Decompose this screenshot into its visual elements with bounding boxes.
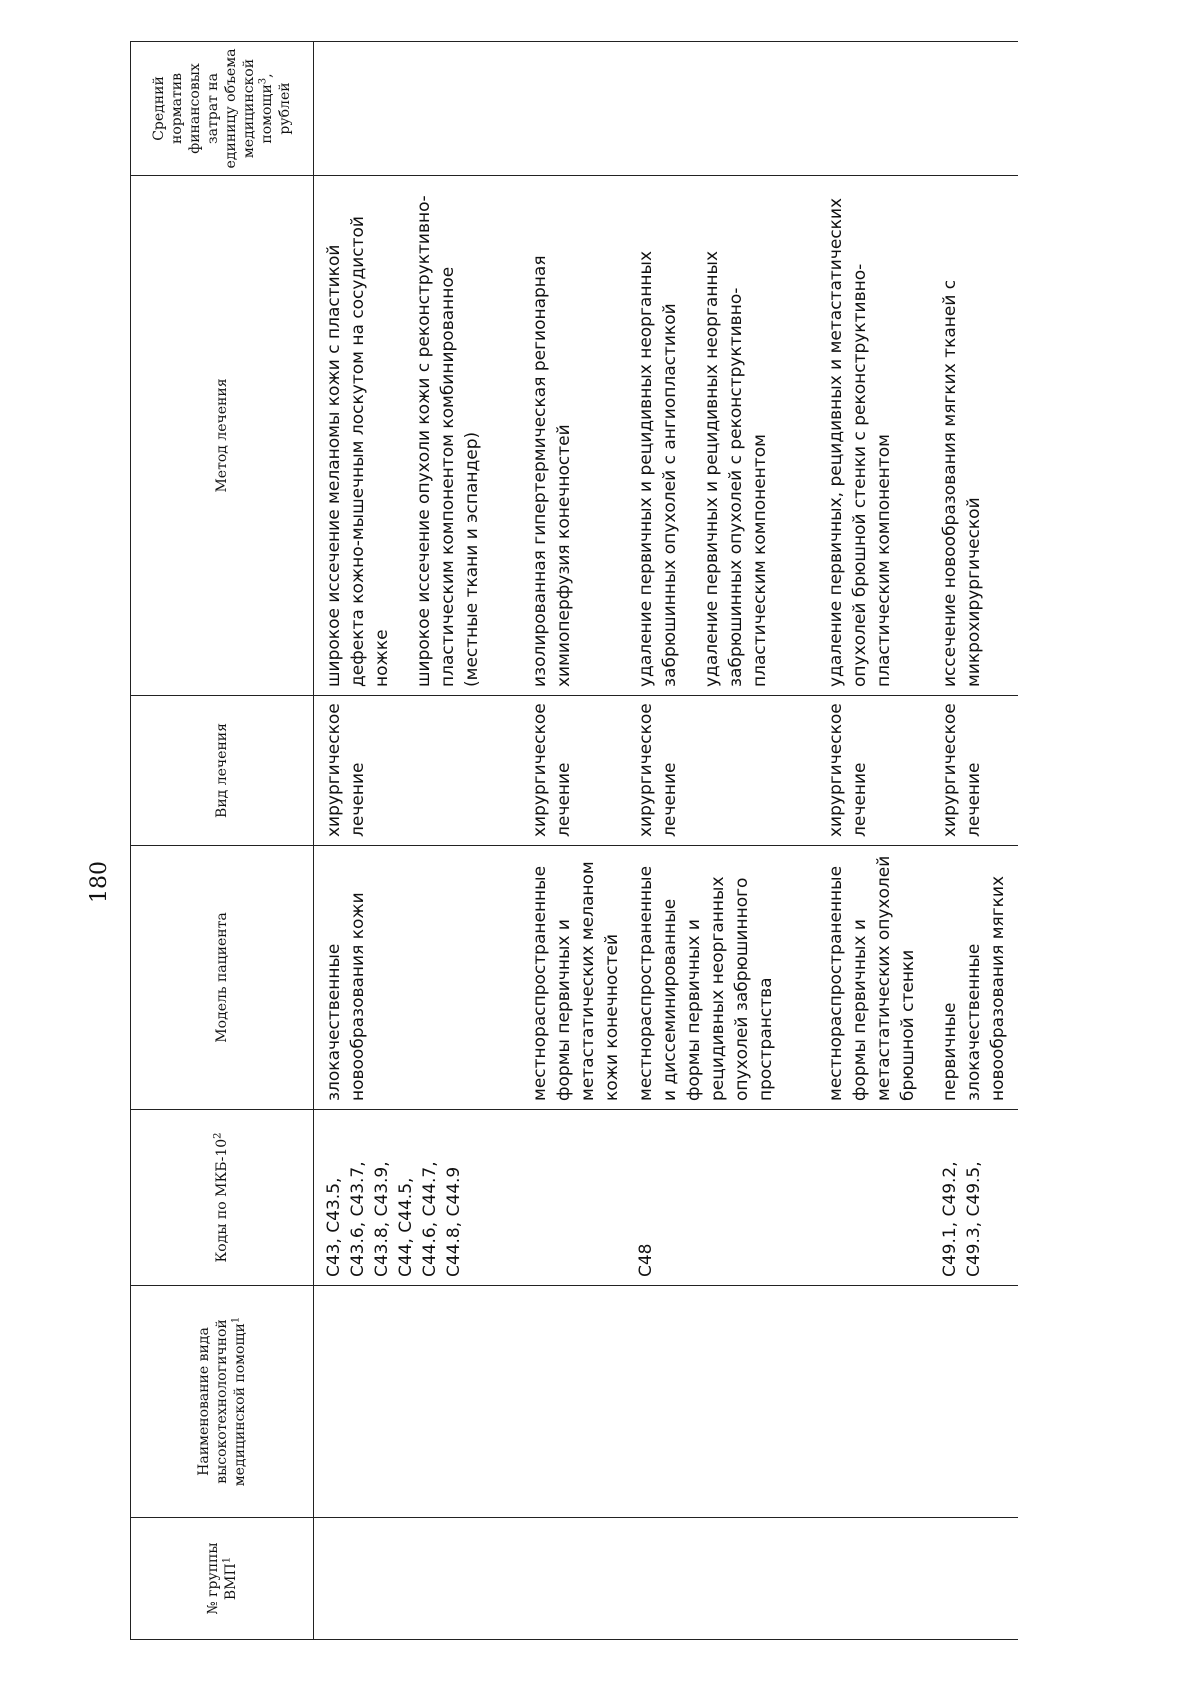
cell-group-number bbox=[632, 1518, 822, 1640]
cell-average-cost bbox=[632, 42, 822, 176]
cell-average-cost bbox=[314, 42, 527, 176]
cell-patient-model: злокачественные новообразования кожи bbox=[314, 846, 527, 1110]
cell-average-cost bbox=[526, 42, 632, 176]
cell-treatment-method bbox=[526, 176, 632, 696]
header-icd-codes: Коды по МКБ-$10^2$ bbox=[131, 1110, 314, 1286]
cell-care-type-name bbox=[822, 1286, 936, 1518]
cell-treatment-type: хирургическое лечение bbox=[822, 696, 936, 846]
cell-treatment-type: хирургическое лечение bbox=[936, 696, 1018, 846]
table-row bbox=[526, 42, 632, 1640]
cell-icd-codes bbox=[822, 1110, 936, 1286]
method-item: удаление первичных и рецидивных неорганных забрюшинных опухолей с реконструктивно-пластическим компонентом bbox=[702, 250, 770, 687]
method-item: широкое иссечение опухоли кожи с реконструктивно-пластическим компонентом комбинированное (местные ткани и эспандер) bbox=[414, 195, 482, 687]
cell-patient-model: местнораспространенные формы первичных и метастатических опухолей брюшной стенки bbox=[822, 846, 936, 1110]
cell-treatment-type: хирургическое лечение bbox=[314, 696, 527, 846]
rotated-table-container bbox=[130, 40, 1200, 1640]
cell-icd-codes: C43, C43.5, C43.6, C43.7, C43.8, C43.9, C44, C44.5, C44.6, C44.7, C44.8, C44.9 bbox=[314, 1110, 527, 1286]
cell-treatment-method bbox=[936, 176, 1018, 696]
method-item: удаление первичных, рецидивных и метастатических опухолей брюшной стенки с реконструктивно-пластическим компонентом bbox=[826, 197, 894, 687]
header-treatment-method: Метод лечения bbox=[131, 176, 314, 696]
method-item: иссечение новообразования мягких тканей с микрохирургической bbox=[940, 279, 984, 687]
cell-treatment-method bbox=[314, 176, 527, 696]
header-average-cost: Средний норматив финансовых затрат на единицу объема медицинской помощи$^3$, рублей bbox=[131, 42, 314, 176]
treatment-table bbox=[130, 41, 1018, 1640]
cell-patient-model: местнораспространенные и диссеминированные формы первичных и рецидивных неорганных опухолей забрюшинного пространства bbox=[632, 846, 822, 1110]
cell-patient-model: местнораспространенные формы первичных и метастатических меланом кожи конечностей bbox=[526, 846, 632, 1110]
header-group-number: № группы ВМП$^1$ bbox=[131, 1518, 314, 1640]
method-item: удаление первичных и рецидивных неорганных забрюшинных опухолей с ангиопластикой bbox=[636, 250, 680, 687]
table-row bbox=[822, 42, 936, 1640]
header-patient-model: Модель пациента bbox=[131, 846, 314, 1110]
cell-group-number bbox=[526, 1518, 632, 1640]
cell-treatment-type: хирургическое лечение bbox=[526, 696, 632, 846]
table-row bbox=[632, 42, 822, 1640]
cell-group-number bbox=[314, 1518, 527, 1640]
method-item: изолированная гипертермическая регионарная химиоперфузия конечностей bbox=[530, 255, 574, 687]
header-care-type-name: Наименование вида высокотехнологичной медицинской помощи$^1$ bbox=[131, 1286, 314, 1518]
cell-average-cost bbox=[822, 42, 936, 176]
cell-care-type-name bbox=[936, 1286, 1018, 1518]
cell-treatment-method bbox=[822, 176, 936, 696]
cell-icd-codes: C49.1, C49.2, C49.3, C49.5, bbox=[936, 1110, 1018, 1286]
cell-patient-model: первичные злокачественные новообразования мягких bbox=[936, 846, 1018, 1110]
cell-care-type-name bbox=[314, 1286, 527, 1518]
header-treatment-type: Вид лечения bbox=[131, 696, 314, 846]
cell-care-type-name bbox=[526, 1286, 632, 1518]
page-number: 180 bbox=[87, 861, 112, 903]
table-row bbox=[936, 42, 1018, 1640]
cell-treatment-method bbox=[632, 176, 822, 696]
cell-icd-codes: C48 bbox=[632, 1110, 822, 1286]
cell-group-number bbox=[822, 1518, 936, 1640]
table-header-row bbox=[131, 42, 314, 1640]
cell-icd-codes bbox=[526, 1110, 632, 1286]
method-item: широкое иссечение меланомы кожи с пластикой дефекта кожно-мышечным лоскутом на сосудистой ножке bbox=[324, 216, 392, 687]
cell-treatment-type: хирургическое лечение bbox=[632, 696, 822, 846]
cell-group-number bbox=[936, 1518, 1018, 1640]
cell-care-type-name bbox=[632, 1286, 822, 1518]
table-row bbox=[314, 42, 527, 1640]
cell-average-cost bbox=[936, 42, 1018, 176]
